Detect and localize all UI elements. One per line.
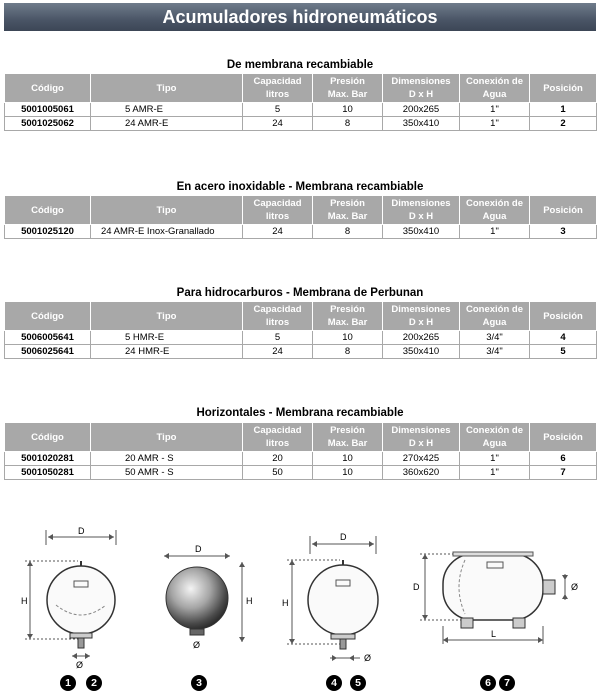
header-tipo: Tipo	[91, 302, 243, 331]
top-bracket	[453, 552, 533, 556]
diagram-inox-tank	[150, 540, 260, 660]
water-connection	[78, 638, 84, 648]
tank-base	[331, 634, 355, 639]
cell-capacidad: 24	[243, 225, 313, 239]
table-row	[5, 345, 597, 359]
cell-conexion: 1"	[460, 117, 530, 131]
label-d: D	[413, 582, 420, 592]
position-badge: 7	[499, 675, 515, 691]
table-row	[5, 103, 597, 117]
position-badge: 2	[86, 675, 102, 691]
cell-conexion: 1"	[460, 452, 530, 466]
cell-posicion: 7	[530, 466, 597, 480]
table-membrana-recambiable	[4, 73, 597, 131]
cell-capacidad: 5	[243, 103, 313, 117]
water-connection	[340, 639, 346, 649]
label-d: D	[78, 526, 85, 536]
header-posicion: Posición	[530, 302, 597, 331]
page-title: Acumuladores hidroneumáticos	[4, 3, 596, 31]
header-conexion: Conexión de Agua	[460, 74, 530, 103]
tank-body	[308, 565, 378, 635]
header-presion: Presión Max. Bar	[313, 302, 383, 331]
cell-conexion: 3/4"	[460, 345, 530, 359]
cell-posicion: 6	[530, 452, 597, 466]
cell-codigo: 5001020281	[5, 452, 91, 466]
cell-tipo: 24 HMR-E	[91, 345, 243, 359]
cell-dimensiones: 350x410	[383, 225, 460, 239]
cell-conexion: 1"	[460, 466, 530, 480]
header-dimensiones: Dimensiones D x H	[383, 196, 460, 225]
label-diam: Ø	[571, 582, 579, 592]
tank-body	[166, 567, 228, 629]
cell-posicion: 1	[530, 103, 597, 117]
cell-conexion: 1"	[460, 225, 530, 239]
cell-dimensiones: 200x265	[383, 331, 460, 345]
header-codigo: Código	[5, 423, 91, 452]
header-codigo: Código	[5, 196, 91, 225]
label-diam: Ø	[364, 653, 372, 663]
cell-tipo: 50 AMR - S	[91, 466, 243, 480]
cell-codigo: 5001005061	[5, 103, 91, 117]
label-diam: Ø	[76, 660, 84, 670]
table-header-row	[5, 423, 597, 452]
cell-capacidad: 24	[243, 117, 313, 131]
cell-presion: 8	[313, 225, 383, 239]
position-badge: 3	[191, 675, 207, 691]
tank-foot	[461, 618, 473, 628]
cell-presion: 10	[313, 452, 383, 466]
header-tipo: Tipo	[91, 423, 243, 452]
tank-foot	[513, 618, 525, 628]
cell-capacidad: 24	[243, 345, 313, 359]
header-capacidad: Capacidad litros	[243, 423, 313, 452]
section-title-membrana: De membrana recambiable	[226, 59, 374, 71]
diagram-vertical-tank-1	[20, 525, 140, 670]
section-title-horizontales: Horizontales - Membrana recambiable	[196, 407, 404, 419]
cell-tipo: 24 AMR-E Inox-Granallado	[91, 225, 243, 239]
cell-presion: 8	[313, 345, 383, 359]
table-row	[5, 225, 597, 239]
cell-posicion: 3	[530, 225, 597, 239]
cell-posicion: 2	[530, 117, 597, 131]
header-tipo: Tipo	[91, 196, 243, 225]
cell-dimensiones: 360x620	[383, 466, 460, 480]
diagram-horizontal-tank	[405, 540, 590, 650]
header-capacidad: Capacidad litros	[243, 74, 313, 103]
table-header-row	[5, 196, 597, 225]
header-capacidad: Capacidad litros	[243, 302, 313, 331]
cell-tipo: 5 AMR-E	[91, 103, 243, 117]
header-dimensiones: Dimensiones D x H	[383, 302, 460, 331]
cell-codigo: 5006005641	[5, 331, 91, 345]
tank-base	[70, 633, 92, 638]
cell-codigo: 5001025120	[5, 225, 91, 239]
position-badge: 6	[480, 675, 496, 691]
cell-capacidad: 5	[243, 331, 313, 345]
header-posicion: Posición	[530, 423, 597, 452]
cell-dimensiones: 350x410	[383, 345, 460, 359]
cell-presion: 8	[313, 117, 383, 131]
cell-presion: 10	[313, 331, 383, 345]
label-h: H	[282, 598, 289, 608]
cell-tipo: 5 HMR-E	[91, 331, 243, 345]
cell-codigo: 5001025062	[5, 117, 91, 131]
header-presion: Presión Max. Bar	[313, 196, 383, 225]
table-horizontales	[4, 422, 597, 480]
cell-tipo: 20 AMR - S	[91, 452, 243, 466]
cell-codigo: 5001050281	[5, 466, 91, 480]
tank-body	[47, 566, 115, 634]
cell-dimensiones: 350x410	[383, 117, 460, 131]
label-h: H	[246, 596, 253, 606]
table-row	[5, 452, 597, 466]
section-title-inox: En acero inoxidable - Membrana recambiable	[176, 181, 424, 193]
position-badge: 5	[350, 675, 366, 691]
tank-body	[443, 554, 543, 620]
label-d: D	[195, 544, 202, 554]
label-diam: Ø	[193, 640, 201, 650]
cell-conexion: 3/4"	[460, 331, 530, 345]
header-conexion: Conexión de Agua	[460, 302, 530, 331]
cell-tipo: 24 AMR-E	[91, 117, 243, 131]
section-title-hidrocarburos: Para hidrocarburos - Membrana de Perbunan	[176, 287, 424, 299]
header-capacidad: Capacidad litros	[243, 196, 313, 225]
header-posicion: Posición	[530, 74, 597, 103]
cell-conexion: 1"	[460, 103, 530, 117]
table-header-row	[5, 302, 597, 331]
header-conexion: Conexión de Agua	[460, 196, 530, 225]
label-h: H	[21, 596, 28, 606]
header-posicion: Posición	[530, 196, 597, 225]
cell-dimensiones: 200x265	[383, 103, 460, 117]
cell-posicion: 5	[530, 345, 597, 359]
table-header-row	[5, 74, 597, 103]
tank-base	[190, 629, 204, 635]
cell-dimensiones: 270x425	[383, 452, 460, 466]
cell-capacidad: 20	[243, 452, 313, 466]
water-connection	[543, 580, 555, 594]
position-badge: 1	[60, 675, 76, 691]
table-row	[5, 466, 597, 480]
header-codigo: Código	[5, 302, 91, 331]
cell-presion: 10	[313, 103, 383, 117]
label-l: L	[491, 629, 497, 639]
header-presion: Presión Max. Bar	[313, 74, 383, 103]
cell-capacidad: 50	[243, 466, 313, 480]
table-row	[5, 117, 597, 131]
header-dimensiones: Dimensiones D x H	[383, 74, 460, 103]
cell-presion: 10	[313, 466, 383, 480]
header-dimensiones: Dimensiones D x H	[383, 423, 460, 452]
cell-posicion: 4	[530, 331, 597, 345]
cell-codigo: 5006025641	[5, 345, 91, 359]
header-presion: Presión Max. Bar	[313, 423, 383, 452]
diagram-vertical-tank-2	[280, 530, 390, 670]
header-tipo: Tipo	[91, 74, 243, 103]
table-row	[5, 331, 597, 345]
table-acero-inoxidable	[4, 195, 597, 239]
header-codigo: Código	[5, 74, 91, 103]
header-conexion: Conexión de Agua	[460, 423, 530, 452]
label-d: D	[340, 532, 347, 542]
table-hidrocarburos	[4, 301, 597, 359]
position-badge: 4	[326, 675, 342, 691]
